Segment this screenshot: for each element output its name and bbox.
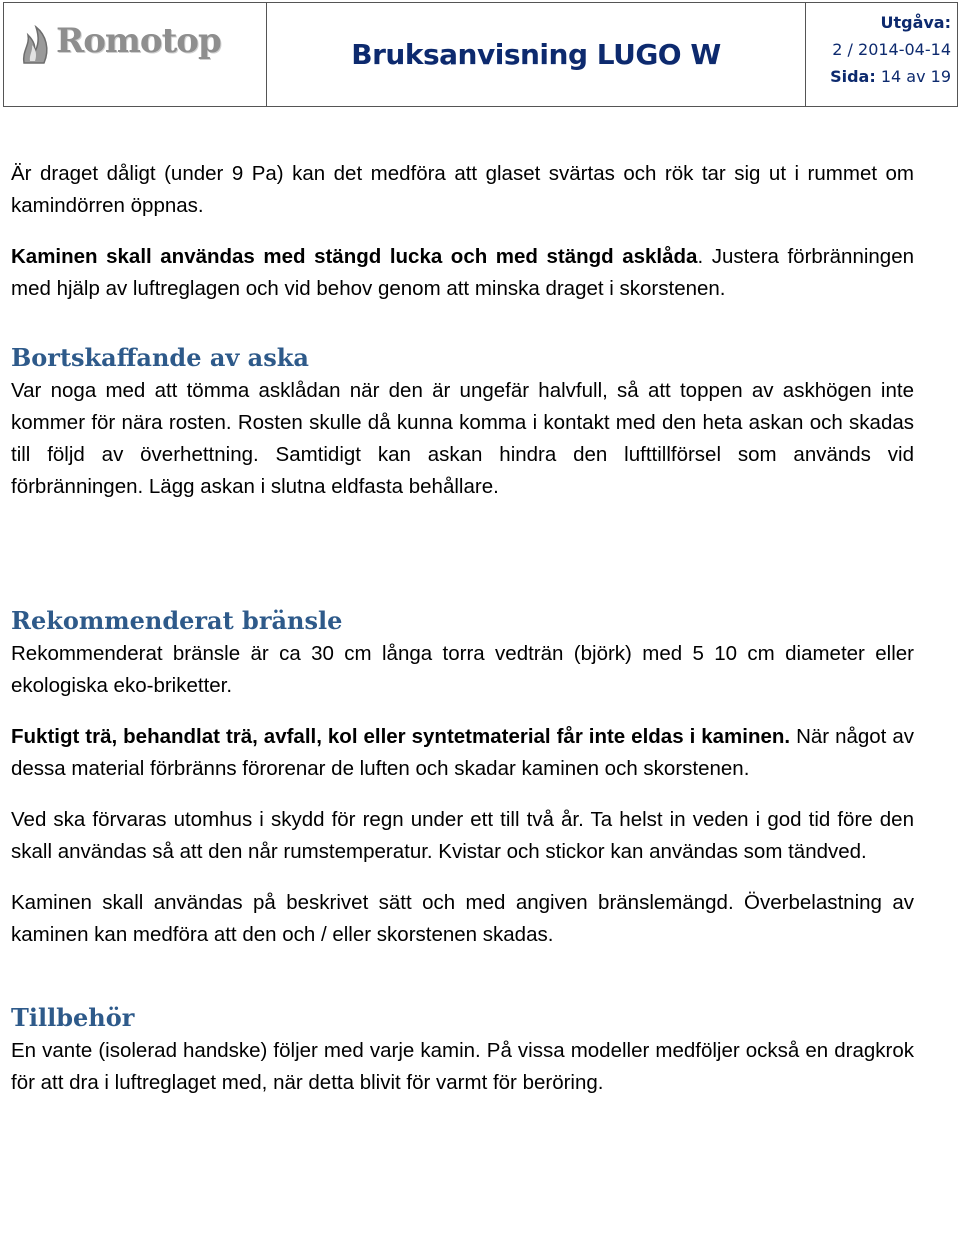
forbidden-fuel-bold-text: Fuktigt trä, behandlat trä, avfall, kol eller syntetmaterial får inte eldas i kaminen. [11,725,791,748]
edition-value: 2 / 2014-04-14 [832,40,951,59]
paragraph-forbidden-fuel [11,721,914,785]
logo-cell [4,3,267,106]
document-body [11,158,914,1099]
title-cell [267,3,806,106]
paragraph-wood-storage: Ved ska förvaras utomhus i skydd för regn under ett till två år. Ta helst in veden i god tid före den skall användas så att den når rumstemperatur. Kvistar och stickor kan användas som tändved. [11,808,914,863]
paragraph-recommended-fuel: Rekommenderat bränsle är ca 30 cm långa torra vedträn (björk) med 5 10 cm diameter eller ekologiska eko-briketter. [11,642,914,697]
usage-bold-text: Kaminen skall användas med stängd lucka och med stängd asklåda [11,245,698,268]
document-title: Bruksanvisning LUGO W [351,38,721,71]
paragraph-usage [11,241,914,305]
edition-label-line [806,9,951,36]
paragraph-overload: Kaminen skall användas på beskrivet sätt och med angiven bränslemängd. Överbelastning av kaminen kan medföra att den och / eller skorstenen skadas. [11,891,914,946]
heading-ash-disposal: Bortskaffande av aska [11,343,309,372]
forbidden-fuel-text: När något av dessa material förbränns förorenar de luften och skadar kaminen och skorstenen. [11,725,914,780]
logo-wordmark: Romotop [56,21,221,61]
page-number: 14 av 19 [880,67,951,86]
heading-recommended-fuel: Rekommenderat bränsle [11,606,343,635]
page-header [3,2,958,107]
edition-label: Utgåva: [880,13,951,32]
usage-text: . Justera förbränningen med hjälp av luftreglagen och vid behov genom att minska draget i skorstenen. [11,245,914,300]
heading-accessories: Tillbehör [11,1003,135,1032]
paragraph-ash-disposal: Var noga med att tömma asklådan när den är ungefär halvfull, så att toppen av askhögen inte kommer för nära rosten. Rosten skulle då kunna komma i kontakt med den heta askan och skadas till följd av överhettning. Samtidigt kan askan hindra den lufttillförsel som används vid förbränningen. Lägg askan i slutna eldfasta behållare. [11,379,914,498]
page-label: Sida: [830,67,876,86]
romotop-logo [20,17,221,65]
paragraph-accessories: En vante (isolerad handske) följer med varje kamin. På vissa modeller medföljer också en dragkrok för att dra i luftreglaget med, när detta blivit för varmt för beröring. [11,1039,914,1094]
flame-emblem-icon [20,17,52,65]
paragraph-draft-warning: Är draget dåligt (under 9 Pa) kan det medföra att glaset svärtas och rök tar sig ut i rummet om kamindörren öppnas. [11,162,914,217]
page-number-line [806,63,951,90]
meta-cell [806,3,957,106]
